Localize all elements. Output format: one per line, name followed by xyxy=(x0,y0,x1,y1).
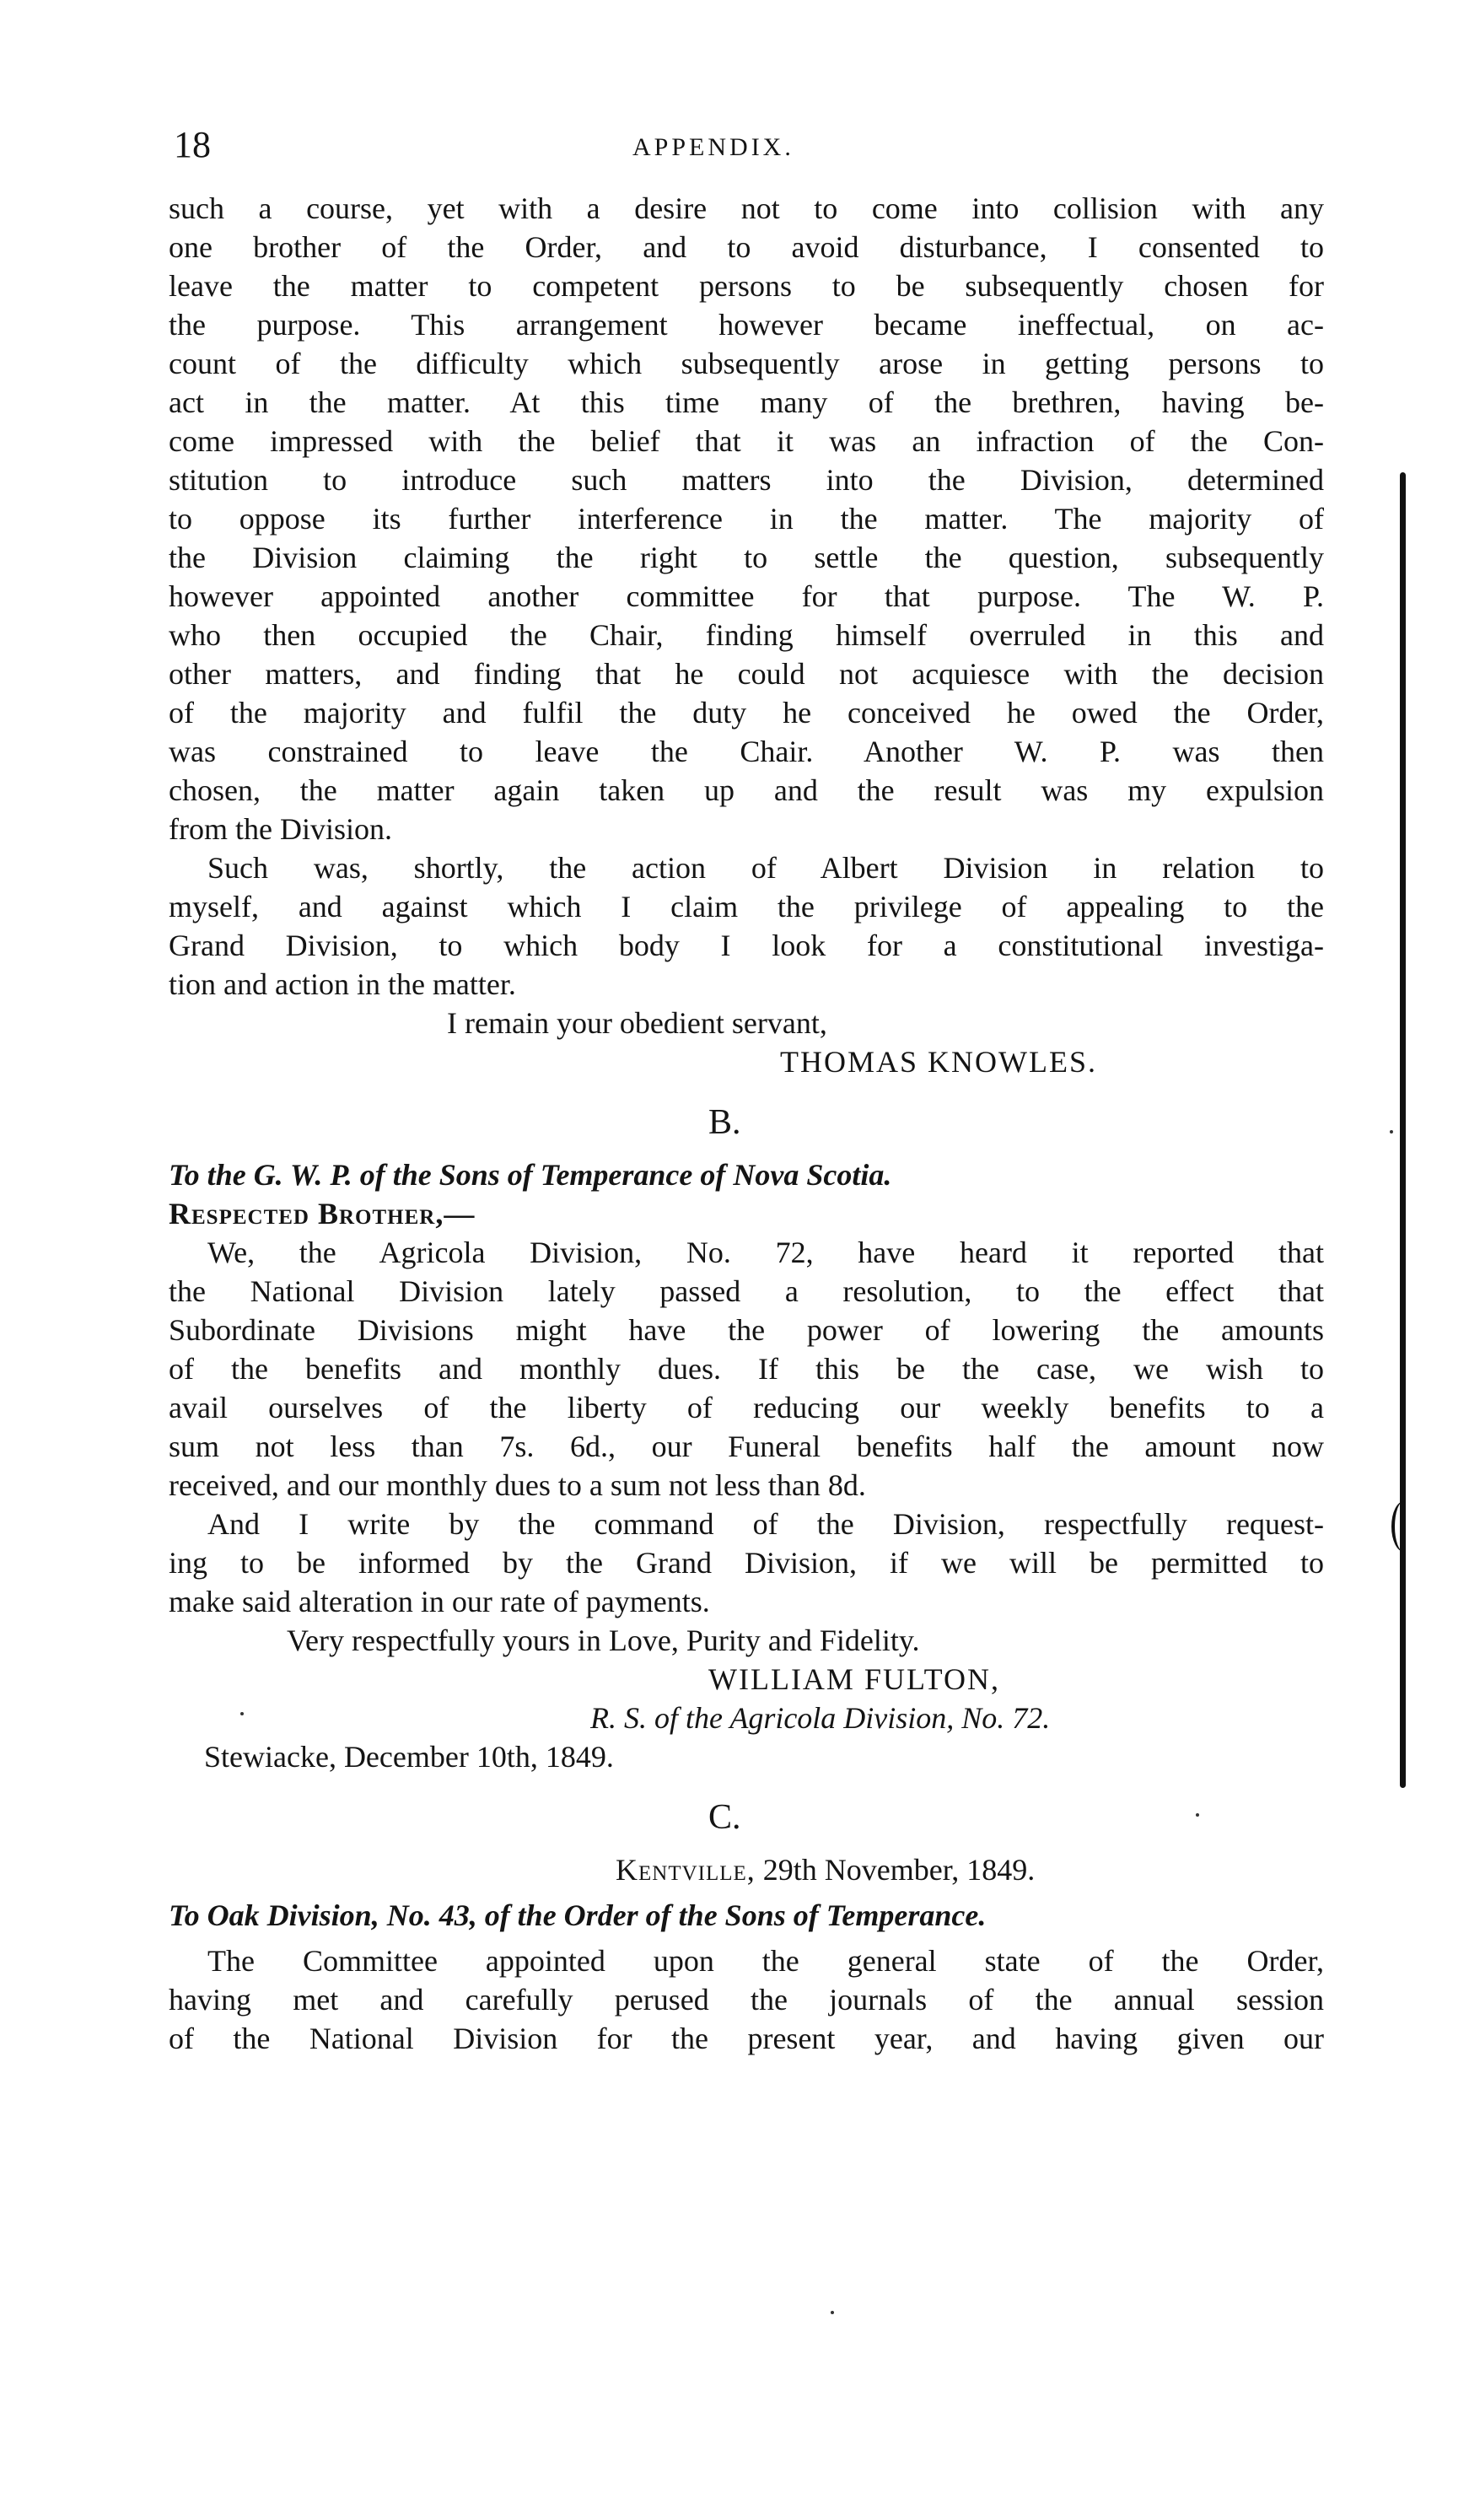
text-line: however appointed another committee for that purpose. The W. P. xyxy=(169,579,1324,613)
letter-c xyxy=(169,1791,1324,2058)
running-head: APPENDIX. xyxy=(632,133,794,161)
text-line: act in the matter. At this time many of the brethren, having be- xyxy=(169,385,1324,419)
letter-closing: Very respectfully yours in Love, Purity and Fidelity. xyxy=(287,1623,920,1657)
text-line: of the majority and fulfil the duty he conceived he owed the Order, xyxy=(169,696,1324,730)
page-header xyxy=(169,124,1324,177)
text-line: ing to be informed by the Grand Division, if we will be permitted to xyxy=(169,1546,1324,1580)
letter-address: To Oak Division, No. 43, of the Order of the Sons of Temperance. xyxy=(169,1898,987,1932)
text-line: who then occupied the Chair, finding himself overruled in this and xyxy=(169,618,1324,652)
text-line: Such was, shortly, the action of Albert Division in relation to xyxy=(207,851,1324,885)
text-line: The Committee appointed upon the general state of the Order, xyxy=(207,1944,1324,1978)
place-date: Stewiacke, December 10th, 1849. xyxy=(204,1740,614,1774)
text-line: come impressed with the belief that it was an infraction of the Con- xyxy=(169,424,1324,458)
ink-speck xyxy=(1390,1130,1393,1133)
text-line: count of the difficulty which subsequently arose in getting persons to xyxy=(169,347,1324,380)
dateline xyxy=(169,1850,1324,1889)
text-line: such a course, yet with a desire not to come into collision with any xyxy=(169,191,1324,225)
ink-speck xyxy=(831,2311,834,2314)
text-line: sum not less than 7s. 6d., our Funeral benefits half the amount now xyxy=(169,1430,1324,1463)
text-line: make said alteration in our rate of payments. xyxy=(169,1585,710,1618)
text-line: avail ourselves of the liberty of reducing our weekly benefits to a xyxy=(169,1391,1324,1424)
dateline-date: 29th November, 1849. xyxy=(762,1853,1036,1887)
text-line: to oppose its further interference in the matter. The majority of xyxy=(169,502,1324,536)
text-line: having met and carefully perused the journals of the annual session xyxy=(169,1983,1324,2017)
section-label-b: B. xyxy=(708,1103,741,1142)
text-line: of the National Division for the present year, and having given our xyxy=(169,2022,1324,2055)
page-number: 18 xyxy=(174,124,211,165)
section-label-c: C. xyxy=(708,1798,741,1837)
letter-closing: I remain your obedient servant, xyxy=(447,1006,827,1040)
text-line: the National Division lately passed a resolution, to the effect that xyxy=(169,1274,1324,1308)
text-line: And I write by the command of the Division, respectfully request- xyxy=(207,1507,1324,1541)
book-page xyxy=(169,124,1324,2058)
signature: THOMAS KNOWLES. xyxy=(780,1045,1097,1079)
binding-edge-shadow xyxy=(1400,472,1406,1788)
signature-title: R. S. of the Agricola Division, No. 72. xyxy=(590,1701,1051,1735)
signature: WILLIAM FULTON, xyxy=(708,1662,1000,1696)
letter-address: To the G. W. P. of the Sons of Temperance of Nova Scotia. xyxy=(169,1158,892,1192)
salutation: Respected Brother,— xyxy=(169,1197,476,1230)
text-line: the purpose. This arrangement however became ineffectual, on ac- xyxy=(169,308,1324,342)
text-line: the Division claiming the right to settle the question, subsequently xyxy=(169,541,1324,574)
text-line: leave the matter to competent persons to be subsequently chosen for xyxy=(169,269,1324,303)
text-line: one brother of the Order, and to avoid disturbance, I consented to xyxy=(169,230,1324,264)
text-line: Grand Division, to which body I look for a constitutional investiga- xyxy=(169,929,1324,962)
text-line: other matters, and finding that he could not acquiesce with the decision xyxy=(169,657,1324,691)
text-line: We, the Agricola Division, No. 72, have heard it reported that xyxy=(207,1236,1324,1269)
text-line: of the benefits and monthly dues. If this be the case, we wish to xyxy=(169,1352,1324,1386)
text-line: stitution to introduce such matters into the Division, determined xyxy=(169,463,1324,497)
text-line: Subordinate Divisions might have the power of lowering the amounts xyxy=(169,1313,1324,1347)
text-line: was constrained to leave the Chair. Another W. P. was then xyxy=(169,735,1324,768)
text-line: tion and action in the matter. xyxy=(169,967,516,1001)
letter-b xyxy=(169,1096,1324,1776)
binding-mark xyxy=(1391,1501,1417,1552)
text-line: from the Division. xyxy=(169,812,392,846)
letter-a xyxy=(169,189,1324,1081)
text-line: myself, and against which I claim the privilege of appealing to the xyxy=(169,890,1324,923)
dateline-place: Kentville, xyxy=(616,1853,756,1887)
text-line: chosen, the matter again taken up and the result was my expulsion xyxy=(169,773,1324,807)
text-line: received, and our monthly dues to a sum not less than 8d. xyxy=(169,1468,866,1502)
